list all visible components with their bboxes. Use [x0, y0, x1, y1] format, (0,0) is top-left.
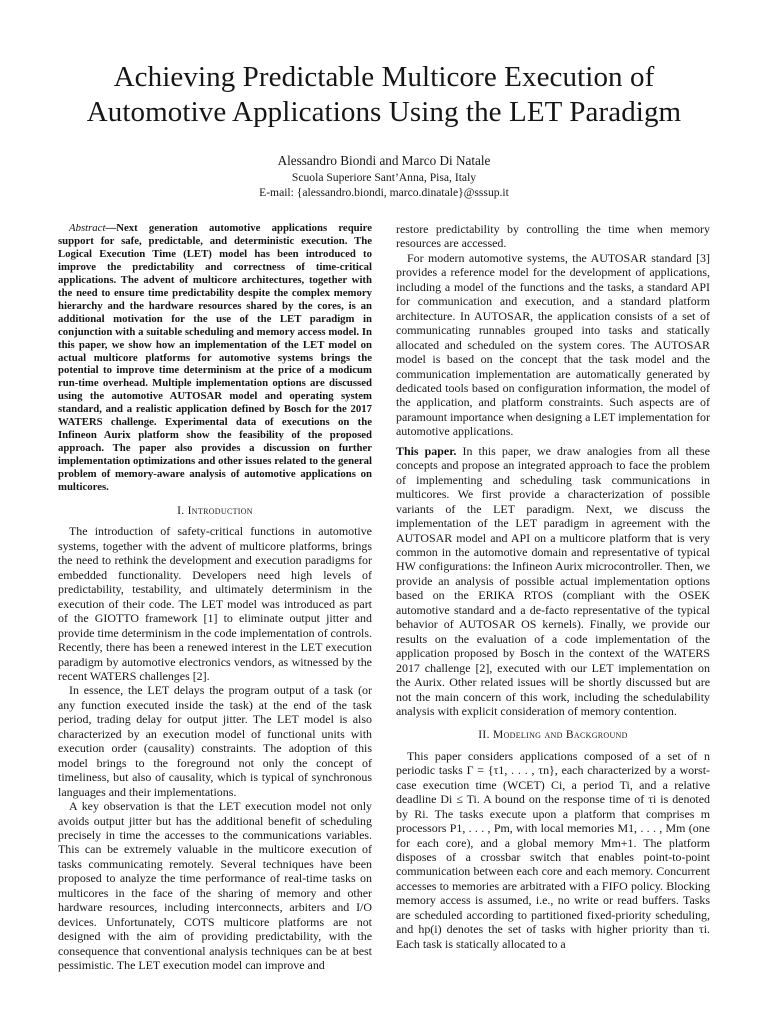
two-column-body [58, 222, 710, 973]
abstract-text: —Next generation automotive applications require support for safe, predictable, and deterministic execution. The Logical Execution Time (LET) model has been introduced to improve the predictability and correctness of time-critical applications. The advent of multicore architectures, together with the need to ensure time predictability despite the complex memory hierarchy and the hardware resources shared by the cores, is an additional motivation for the use of the LET paradigm in conjunction with a suitable scheduling and memory access model. In this paper, we show how an implementation of the LET model on actual multicore platforms for automotive systems brings the potential to improve time determinism at the price of a modicum run-time overhead. Multiple implementation options are discussed using the automotive AUTOSAR model and operating system standard, and a realistic application defined by Bosch for the 2017 WATERS challenge. Experimental data of executions on the Infineon Aurix platform show the feasibility of the proposed approach. The paper also provides a discussion on further implementation optimizations and other issues related to the general problem of memory-aware analysis of automotive applications on multicores. [58, 222, 372, 494]
intro-paragraph-2: In essence, the LET delays the program output of a task (or any function executed inside the task) at the end of the task period, trading delay for output jitter. The LET model is also characterized by an execution model of functional units with execution order (causality) constraints. The adoption of this model brings to the foreground not only the concept of timeliness, but also of causality, which is typical of synchronous languages and their implementations. [58, 683, 372, 799]
this-paper-text: In this paper, we draw analogies from all these concepts and propose an integrated approach to face the problem of implementing and scheduling task communications in multicores. We first provide a characterization of possible variants of the LET paradigm. Next, we discuss the implementation of the LET paradigm in agreement with the AUTOSAR model and API on a multicore platform that is very common in the automotive domain and representative of typical HW configurations: the Infineon Aurix microcontroller. Then, we provide an analysis of possible actual implementation options based on the ERIKA RTOS (compliant with the OSEK automotive standard and a de-facto representative of the typical behavior of AUTOSAR OS kernels). Finally, we provide our results on the evaluation of a code implementation of the application proposed by Bosch in the context of the WATERS 2017 challenge [2], executed with our LET implementation on the Aurix. Other related issues will be shortly discussed but are not the main concern of this work, including the schedulability analysis with explicit consideration of memory contention. [396, 443, 710, 718]
abstract [58, 222, 372, 494]
intro-paragraph-3: A key observation is that the LET execution model not only avoids output jitter but has the additional benefit of scheduling precisely in time the accesses to the communications variables. This can be extremely valuable in the multicore execution of tasks communicating remotely. Several techniques have been proposed to analyze the time performance of real-time tasks on multicores in the face of the sharing of memory and other hardware resources, including interconnects, arbiters and I/O devices. Unfortunately, COTS multicore platforms are not designed with the aim of providing predictability, with the consequence that conventional analysis techniques can be at best pessimistic. The LET execution model can improve and [58, 799, 372, 973]
section-heading-modeling: II. Modeling and Background [478, 728, 628, 742]
contact-email: E-mail: {alessandro.biondi, marco.dinatale}@sssup.it [259, 185, 509, 199]
title-line-2: Automotive Applications Using the LET Paradigm [86, 96, 682, 128]
title-line-1: Achieving Predictable Multicore Execution of [113, 61, 655, 93]
author-list: Alessandro Biondi and Marco Di Natale [277, 153, 491, 168]
this-paper-label: This paper. [396, 443, 457, 458]
section-heading-introduction: I. Introduction [177, 504, 253, 518]
paper-title [58, 60, 710, 130]
affiliation: Scuola Superiore Sant’Anna, Pisa, Italy [291, 171, 477, 184]
intro-paragraph-3-continued: restore predictability by controlling the time when memory resources are accessed. [396, 222, 710, 251]
autosar-paragraph: For modern automotive systems, the AUTOSAR standard [3] provides a reference model for the development of applications, including a model of the functions and the tasks, a standard API for communication and execution, and a standard platform architecture. In AUTOSAR, the application consists of a set of communicating runnables grouped into tasks and statically allocated and scheduled on the system cores. The AUTOSAR model is based on the concept that the task model and the communication implementation are automatically generated by dedicated tools based on configuration information, the model of the application, and platform constraints. Such aspects are of paramount importance when designing a LET implementation for automotive applications. [396, 250, 710, 439]
intro-paragraph-1: The introduction of safety-critical functions in automotive systems, together with the advent of multicore platforms, brings the need to rethink the development and execution paradigms for embedded functionality. Developers need high levels of predictability, testability, and ultimately determinism in the execution of their code. The LET model was introduced as part of the GIOTTO framework [1] to eliminate output jitter and provide time determinism in the code implementation of controls. Recently, there has been a renewed interest in the LET execution paradigm by automotive electronics vendors, as witnessed by the recent WATERS challenges [2]. [58, 524, 372, 683]
this-paper-paragraph [396, 444, 710, 719]
left-column [58, 222, 372, 973]
right-column [396, 222, 710, 973]
modeling-paragraph-1: This paper considers applications composed of a set of n periodic tasks Γ = {τ1, . . . , τn}, each characterized by a worst-case execution time (WCET) Ci, a period Ti, and a relative deadline Di ≤ Ti. A bound on the response time of τi is denoted by Ri. The tasks execute upon a platform that comprises m processors P1, . . . , Pm, with local memories M1, . . . , Mm (one for each core), and a global memory Mm+1. The platform disposes of a crossbar switch that enables point-to-point communication between each core and each memory. Concurrent accesses to memories are arbitrated with a FIFO policy. Blocking memory access is assumed, i.e., no write or read buffers. Tasks are scheduled according to partitioned fixed-priority scheduling, and hp(i) denotes the set of tasks with higher priority than τi. Each task is statically allocated to a [396, 748, 710, 951]
abstract-label: Abstract [69, 222, 106, 234]
